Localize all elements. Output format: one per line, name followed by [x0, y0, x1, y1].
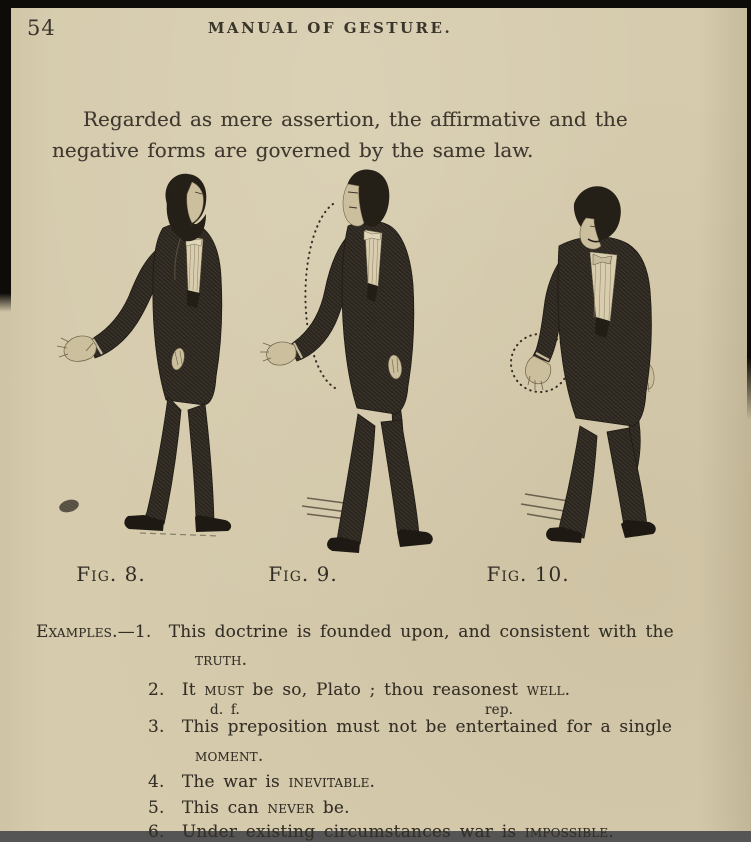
example-text-segment: 5. This can	[148, 798, 268, 818]
gesture-notation-tag: rep.	[485, 702, 514, 718]
example-text-segment: never	[267, 798, 315, 818]
figure-plate-engraving	[45, 162, 710, 556]
figure-8-illustration	[57, 174, 231, 536]
scan-border-right	[747, 0, 751, 420]
intro-paragraph	[52, 104, 628, 166]
intro-line-1: Regarded as mere assertion, the affirmative and the	[83, 107, 628, 131]
page-number: 54	[27, 16, 56, 40]
example-text-segment: 3. This preposition must not be entertained for a single	[148, 717, 673, 737]
example-text-segment: truth.	[195, 650, 248, 670]
example-line	[148, 772, 375, 792]
example-text-segment: well.	[526, 680, 571, 700]
example-text-segment: be so, Plato ; thou reasonest	[243, 680, 527, 700]
scan-border-left	[0, 0, 11, 312]
example-line	[148, 680, 570, 700]
example-text-segment: moment.	[195, 746, 264, 766]
example-text-segment: inevitable.	[288, 772, 376, 792]
example-line	[148, 822, 614, 842]
figure-9-caption: Fig. 9.	[268, 562, 338, 586]
ground-shadow	[140, 533, 220, 536]
example-text-segment: be.	[314, 798, 350, 818]
example-text-segment: impossible.	[524, 822, 614, 842]
example-text-segment: 2. It	[148, 680, 205, 700]
example-text-segment: —1. This doctrine is founded upon, and consistent with the	[117, 622, 674, 642]
figure-10-illustration	[511, 186, 656, 543]
open-hand	[267, 342, 296, 365]
gesture-notation-line	[0, 700, 751, 716]
example-line	[36, 622, 674, 642]
example-line	[195, 746, 263, 766]
example-text-segment: 6. Under existing circumstances war is	[148, 822, 525, 842]
example-text-segment: must	[204, 680, 244, 700]
scan-border-top	[0, 0, 751, 8]
example-line	[195, 650, 247, 670]
ground-mark	[58, 498, 80, 515]
figure-10-caption: Fig. 10.	[486, 562, 570, 586]
example-text-segment: Examples.	[36, 622, 118, 642]
figure-8-caption: Fig. 8.	[76, 562, 146, 586]
figure-9-illustration	[260, 169, 433, 553]
running-header: MANUAL OF GESTURE.	[207, 19, 453, 37]
example-text-segment: 4. The war is	[148, 772, 289, 792]
example-line	[148, 717, 672, 737]
example-line	[148, 798, 350, 818]
open-hand	[64, 336, 96, 361]
gesture-notation-tag: d. f.	[210, 702, 241, 718]
intro-line-2: negative forms are governed by the same law.	[52, 138, 534, 162]
